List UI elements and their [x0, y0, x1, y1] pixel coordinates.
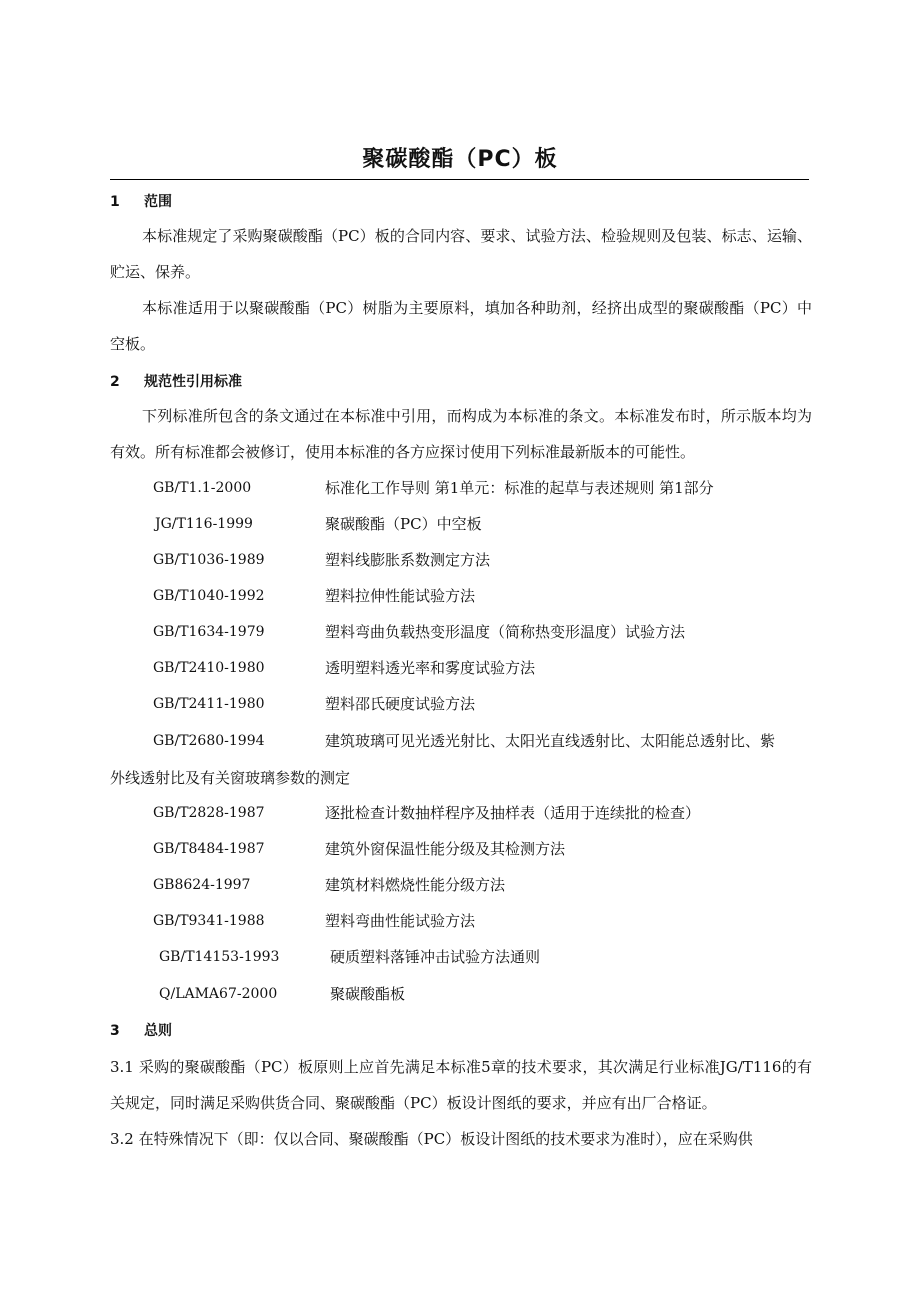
reference-code: GB/T2410-1980	[153, 660, 265, 676]
scope-paragraph-2: 本标准适用于以聚碳酸酯（PC）树脂为主要原料，填加各种助剂，经挤出成型的聚碳酸酯（PC）中空板。	[110, 299, 812, 353]
reference-code: GB/T2680-1994	[153, 733, 265, 749]
reference-name: 塑料弯曲负载热变形温度（简称热变形温度）试验方法	[325, 623, 686, 641]
reference-name: 逐批检查计数抽样程序及抽样表（适用于连续批的检查）	[325, 804, 701, 822]
reference-code: GB/T2828-1987	[153, 805, 265, 821]
reference-code: GB/T14153-1993	[159, 949, 280, 965]
section-title: 总则	[144, 1023, 172, 1039]
reference-code: GB/T2411-1980	[153, 696, 265, 712]
reference-code: GB/T1040-1992	[153, 588, 265, 604]
reference-code: GB/T9341-1988	[153, 913, 265, 929]
section-title: 规范性引用标准	[144, 374, 242, 390]
section-heading-references	[110, 371, 242, 391]
reference-name: 建筑材料燃烧性能分级方法	[325, 876, 506, 894]
reference-name: 聚碳酸酯板	[330, 985, 406, 1003]
section-number: 3	[110, 1023, 120, 1039]
reference-name: 塑料弯曲性能试验方法	[325, 912, 476, 930]
reference-name: 硬质塑料落锤冲击试验方法通则	[330, 948, 541, 966]
page-title: 聚碳酸酯（PC）板	[362, 147, 558, 172]
reference-code: GB/T1036-1989	[153, 552, 265, 568]
reference-name: 聚碳酸酯（PC）中空板	[325, 515, 482, 533]
scope-paragraph-1: 本标准规定了采购聚碳酸酯（PC）板的合同内容、要求、试验方法、检验规则及包装、标志、运输、贮运、保养。	[110, 227, 812, 281]
title-rule	[110, 179, 809, 180]
reference-code: GB/T1634-1979	[153, 624, 265, 640]
section-number: 1	[110, 194, 120, 210]
general-clause-3-2: 3.2 在特殊情况下（即：仅以合同、聚碳酸酯（PC）板设计图纸的技术要求为准时），应在采购供	[110, 1130, 753, 1148]
reference-name: 塑料拉伸性能试验方法	[325, 587, 476, 605]
reference-code: GB/T8484-1987	[153, 841, 265, 857]
reference-code: Q/LAMA67-2000	[159, 986, 278, 1002]
reference-name-continuation: 外线透射比及有关窗玻璃参数的测定	[110, 769, 351, 787]
reference-name: 建筑玻璃可见光透光射比、太阳光直线透射比、太阳能总透射比、紫	[325, 732, 776, 750]
reference-name: 建筑外窗保温性能分级及其检测方法	[325, 840, 566, 858]
reference-name: 塑料邵氏硬度试验方法	[325, 695, 476, 713]
section-heading-scope	[110, 191, 172, 211]
section-title: 范围	[144, 194, 172, 210]
reference-code: GB8624-1997	[153, 877, 251, 893]
general-clause-3-1: 3.1 采购的聚碳酸酯（PC）板原则上应首先满足本标准5章的技术要求，其次满足行业标准JG/T116的有关规定，同时满足采购供货合同、聚碳酸酯（PC）板设计图纸的要求，并应有出厂合格证。	[110, 1058, 812, 1112]
reference-code: JG/T116-1999	[155, 516, 253, 532]
section-heading-general	[110, 1020, 172, 1040]
reference-name: 透明塑料透光率和雾度试验方法	[325, 659, 536, 677]
reference-name: 塑料线膨胀系数测定方法	[325, 551, 491, 569]
section-number: 2	[110, 374, 120, 390]
references-intro: 下列标准所包含的条文通过在本标准中引用，而构成为本标准的条文。本标准发布时，所示版本均为有效。所有标准都会被修订，使用本标准的各方应探讨使用下列标准最新版本的可能性。	[110, 407, 812, 461]
reference-name: 标准化工作导则 第1单元：标准的起草与表述规则 第1部分	[325, 479, 714, 497]
reference-code: GB/T1.1-2000	[153, 480, 252, 496]
